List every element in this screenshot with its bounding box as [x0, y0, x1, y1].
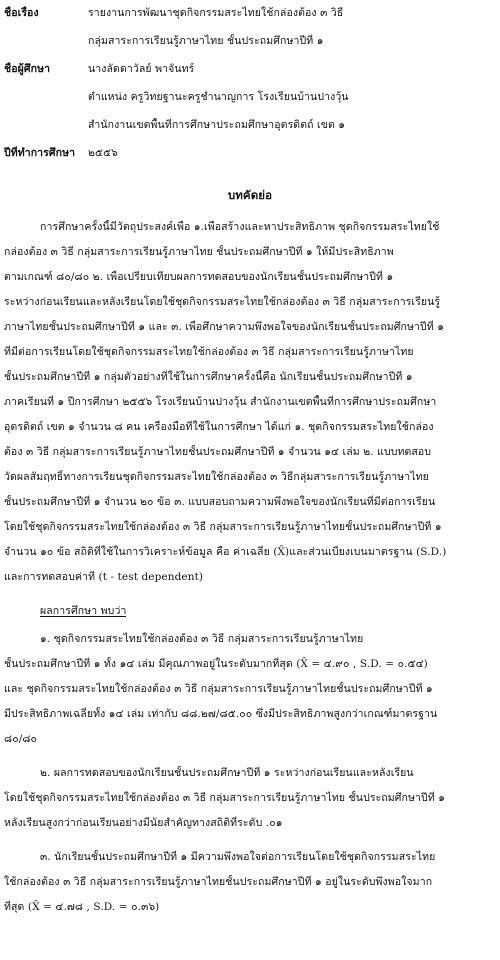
abstract-line: การศึกษาครั้งนี้มีวัตถุประสงค์เพื่อ ๑.เพื่อสร้างและหาประสิทธิภาพ ชุดกิจกรรมสระไทยใช้: [40, 221, 440, 233]
author-label: ชื่อผู้ศึกษา: [4, 63, 51, 75]
author-line-2: ตำแหน่ง ครูวิทยฐานะครูชำนาญการ โรงเรียนบ้านปางวุ้น: [88, 91, 349, 103]
result-line: โดยใช้ชุดกิจกรรมสระไทยใช้กล่องต้อง ๓ วิธี กลุ่มสาระการเรียนรู้ภาษาไทย ชั้นประถมศึกษาปีที่ ๑: [4, 792, 446, 804]
abstract-line: และการทดสอบค่าที (t - test dependent): [4, 571, 204, 583]
author-line-3: สำนักงานเขตพื้นที่การศึกษาประถมศึกษาอุตรดิตถ์ เขต ๑: [88, 119, 346, 131]
result-line: ชั้นประถมศึกษาปีที่ ๑ ทั้ง ๑๔ เล่ม มีคุณภาพอยู่ในระดับมากที่สุด (X̄ = ๔.๙๐ , S.D. = ๐.๕๔): [4, 658, 428, 670]
subject-line-2: กลุ่มสาระการเรียนรู้ภาษาไทย ชั้นประถมศึกษาปีที่ ๑: [88, 35, 324, 47]
abstract-line: ชั้นประถมศึกษาปีที่ ๑ กลุ่มตัวอย่างที่ใช้ในการศึกษาครั้งนี้คือ นักเรียนชั้นประถมศึกษาปีที่ ๑: [4, 371, 413, 383]
result-line: ๑. ชุดกิจกรรมสระไทยใช้กล่องต้อง ๓ วิธี กลุ่มสาระการเรียนรู้ภาษาไทย: [40, 633, 364, 645]
result-line: ๘๐/๘๐: [4, 733, 38, 745]
abstract-line: ที่มีต่อการเรียนโดยใช้ชุดกิจกรรมสระไทยใช้กล่องต้อง ๓ วิธี กลุ่มสาระการเรียนรู้ภาษาไทย: [4, 346, 414, 358]
result-line: ๒. ผลการทดสอบของนักเรียนชั้นประถมศึกษาปีที่ ๑ ระหว่างก่อนเรียนและหลังเรียน: [40, 767, 414, 779]
subject-line-1: รายงานการพัฒนาชุดกิจกรรมสระไทยใช้กล่องต้อง ๓ วิธี: [88, 7, 344, 19]
year-value: ๒๕๕๖: [88, 147, 118, 159]
abstract-line: วัดผลสัมฤทธิ์ทางการเรียนชุดกิจกรรมสระไทยใช้กล่องต้อง ๓ วิธีกลุ่มสาระการเรียนรู้ภาษาไทย: [4, 471, 429, 483]
abstract-title: บทคัดย่อ: [227, 188, 273, 202]
result-line: และ ชุดกิจกรรมสระไทยใช้กล่องต้อง ๓ วิธี กลุ่มสาระการเรียนรู้ภาษาไทยชั้นประถมศึกษาปีที่ ๑: [4, 683, 433, 695]
author-line-1: นางลัดดาวัลย์ พาจันทร์: [88, 63, 195, 75]
year-label: ปีที่ทำการศึกษา: [4, 147, 76, 159]
abstract-line: จำนวน ๑๐ ข้อ สถิติที่ใช้ในการวิเคราะห์ข้อมูล คือ ค่าเฉลี่ย (X̄)และส่วนเบี่ยงเบนมาตรฐาน (S.D.): [4, 546, 447, 558]
abstract-line: กล่องต้อง ๓ วิธี กลุ่มสาระการเรียนรู้ภาษาไทย ชั้นประถมศึกษาปีที่ ๑ ให้มีประสิทธิภาพ: [4, 246, 394, 258]
abstract-line: ตามเกณฑ์ ๘๐/๘๐ ๒. เพื่อเปรียบเทียบผลการทดสอบของนักเรียนชั้นประถมศึกษาปีที่ ๑: [4, 271, 394, 283]
abstract-line: ต้อง ๓ วิธี กลุ่มสาระการเรียนรู้ภาษาไทยชั้นประถมศึกษาปีที่ ๑ จำนวน ๑๔ เล่ม ๒. แบบทดสอบ: [4, 446, 432, 458]
result-line: ๓. นักเรียนชั้นประถมศึกษาปีที่ ๑ มีความพึงพอใจต่อการเรียนโดยใช้ชุดกิจกรรมสระไทย: [40, 851, 436, 863]
abstract-line: ชั้นประถมศึกษาปีที่ ๑ จำนวน ๒๐ ข้อ ๓. แบบสอบถามความพึงพอใจของนักเรียนที่มีต่อการเรียน: [4, 496, 436, 508]
abstract-line: อุตรดิตถ์ เขต ๑ จำนวน ๘ คน เครื่องมือที่ใช้ในการศึกษา ได้แก่ ๑. ชุดกิจกรรมสระไทยใช้กล่อง: [4, 421, 434, 433]
results-heading: ผลการศึกษา พบว่า: [40, 605, 127, 617]
abstract-line: โดยใช้ชุดกิจกรรมสระไทยใช้กล่องต้อง ๓ วิธี กลุ่มสาระการเรียนรู้ภาษาไทยชั้นประถมศึกษาปีที่ ๑: [4, 521, 442, 533]
result-line: มีประสิทธิภาพเฉลี่ยทั้ง ๑๔ เล่ม เท่ากับ ๘๘.๒๗/๘๕.๐๐ ซึ่งมีประสิทธิภาพสูงกว่าเกณฑ์มาตรฐาน: [4, 708, 438, 720]
result-line: ที่สุด (X̄ = ๔.๗๘ , S.D. = ๐.๓๖): [4, 901, 160, 913]
result-line: หลังเรียนสูงกว่าก่อนเรียนอย่างมีนัยสำคัญทางสถิติที่ระดับ .๐๑: [4, 817, 283, 829]
subject-label: ชื่อเรื่อง: [4, 7, 39, 19]
abstract-line: ภาษาไทยชั้นประถมศึกษาปีที่ ๑ และ ๓. เพื่อศึกษาความพึงพอใจของนักเรียนชั้นประถมศึกษาปีที่ ๑: [4, 321, 445, 333]
result-line: ใช้กล่องต้อง ๓ วิธี กลุ่มสาระการเรียนรู้ภาษาไทยชั้นประถมศึกษาปีที่ ๑ อยู่ในระดับพึงพอใจมาก: [4, 876, 433, 888]
abstract-line: ภาคเรียนที่ ๑ ปีการศึกษา ๒๕๕๖ โรงเรียนบ้านปางวุ้น สำนักงานเขตพื้นที่การศึกษาประถมศึกษา: [4, 396, 437, 408]
abstract-line: ระหว่างก่อนเรียนและหลังเรียนโดยใช้ชุดกิจกรรมสระไทยใช้กล่องต้อง ๓ วิธี กลุ่มสาระการเรียนรู้: [4, 296, 441, 308]
